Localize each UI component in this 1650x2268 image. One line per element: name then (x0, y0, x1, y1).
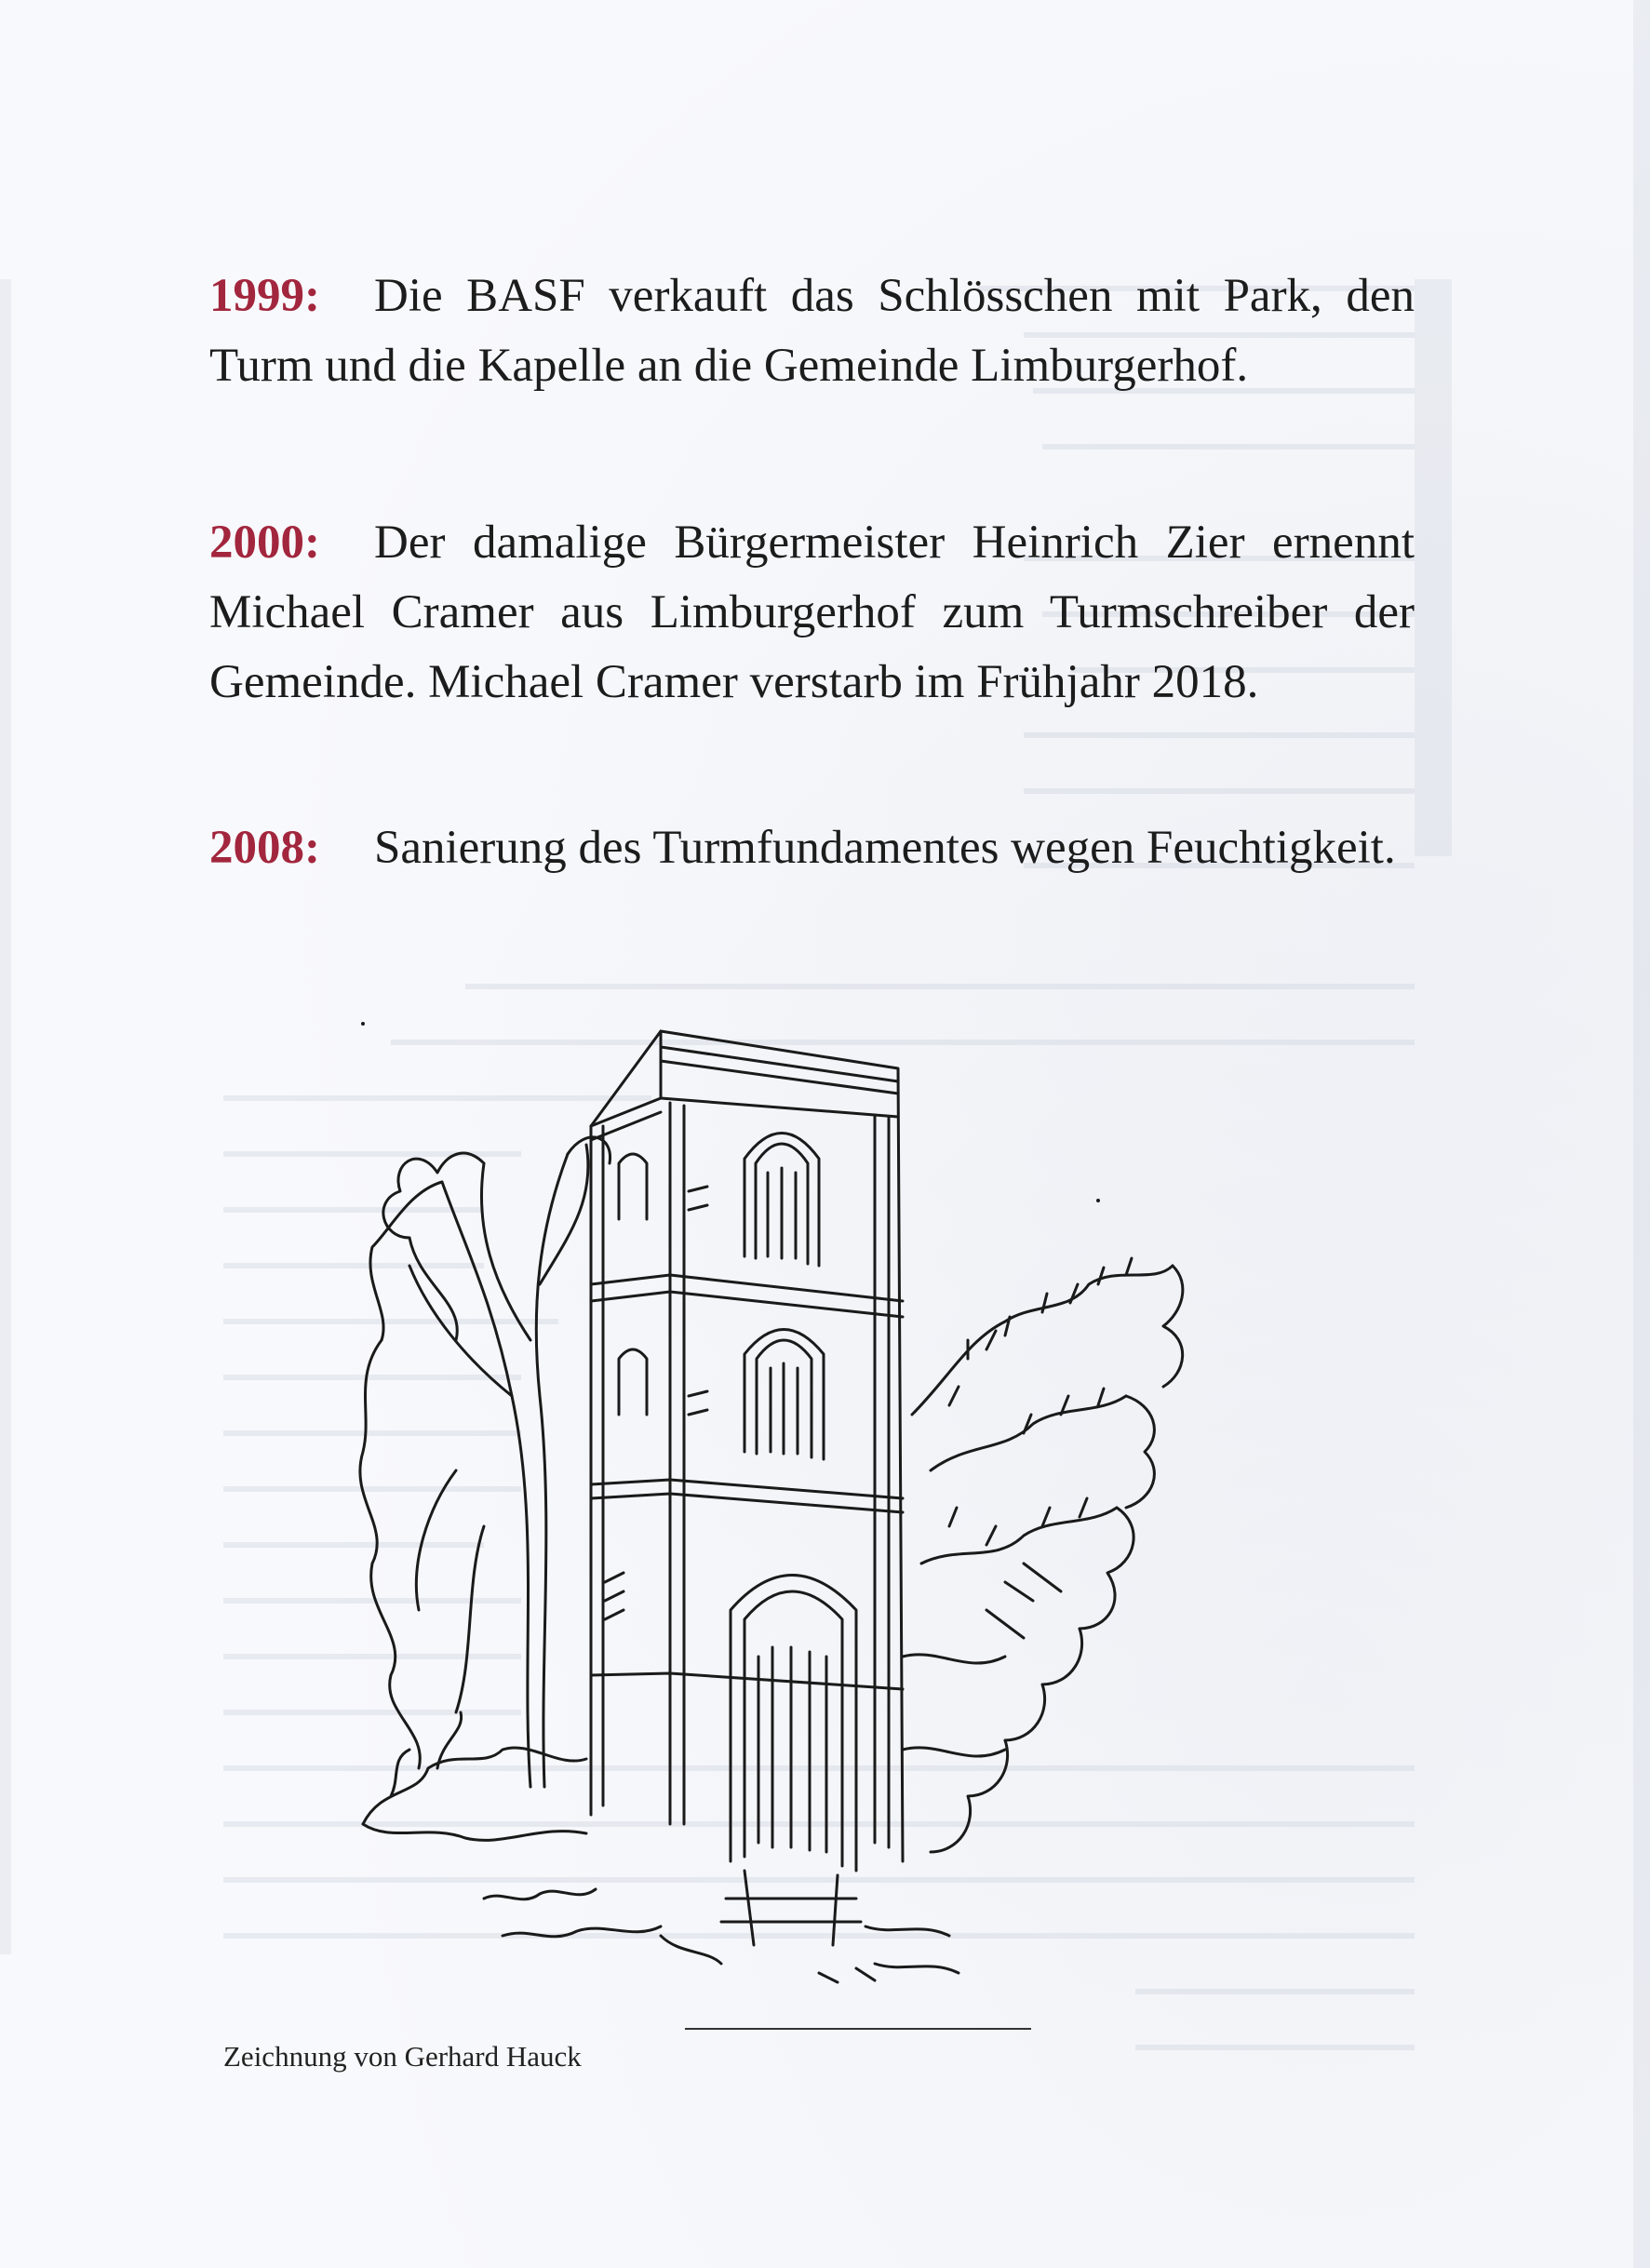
entry-year: 2000: (209, 517, 320, 569)
entry-year: 2008: (209, 822, 320, 874)
entry-text: Der damalige Bürgermeister Heinrich Zier ernennt Michael Cramer aus Limburgerhof zum Turmschreiber der Gemeinde. Michael Cramer verstarb im Frühjahr 2018. (209, 517, 1415, 708)
tower-drawing (354, 1005, 1210, 1992)
entry-text: Die BASF verkauft das Schlösschen mit Park, den Turm und die Kapelle an die Gemeinde Limburgerhof. (209, 270, 1415, 392)
entry-1999 (209, 262, 1415, 401)
caption-rule (685, 2028, 1031, 2030)
entry-2000 (209, 508, 1415, 718)
entry-year: 1999: (209, 270, 320, 322)
drawing-caption: Zeichnung von Gerhard Hauck (223, 2040, 582, 2073)
entry-2008 (209, 813, 1415, 883)
entry-text: Sanierung des Turmfundamentes wegen Feuchtigkeit. (373, 822, 1396, 874)
